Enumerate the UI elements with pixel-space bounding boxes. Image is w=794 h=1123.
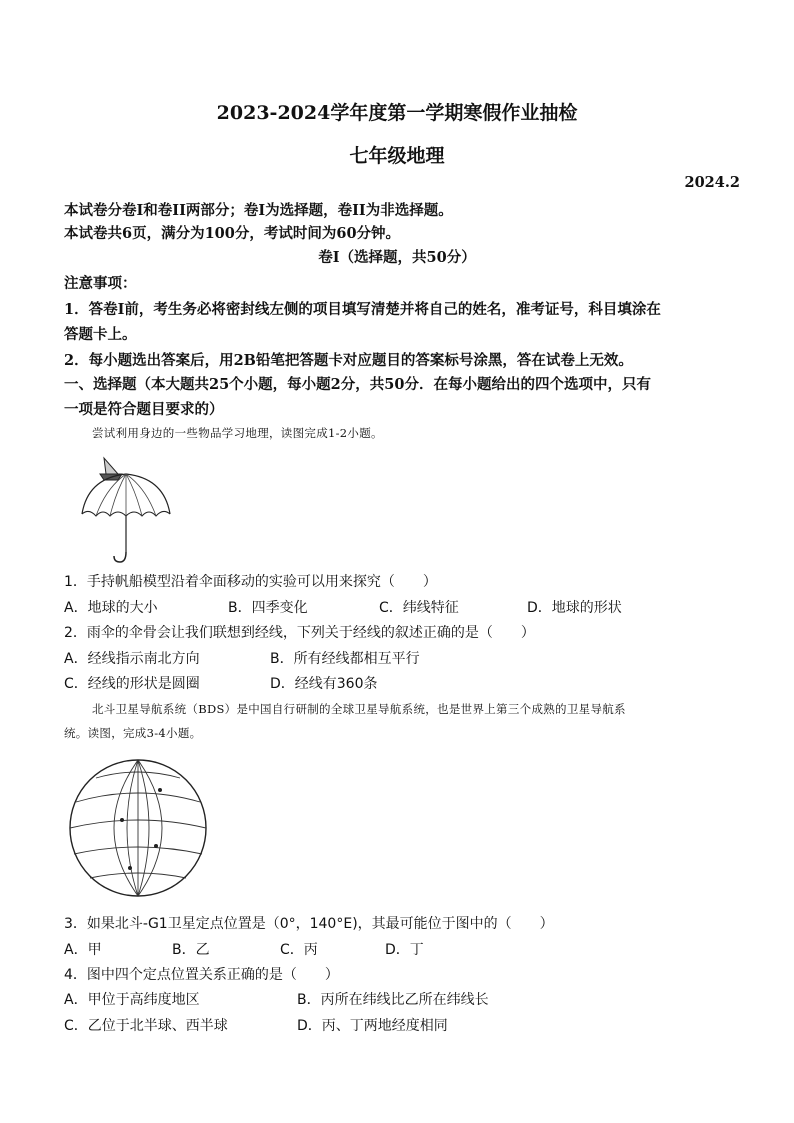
part1-heading-line-1: 一、选择题（本大题共25个小题，每小题2分，共50分．在每小题给出的四个选项中，只有 <box>64 376 651 393</box>
exam-date: 2024.2 <box>684 174 740 191</box>
globe-grid-icon <box>60 750 216 900</box>
question-2-option-b[interactable]: B．所有经线都相互平行 <box>270 651 420 667</box>
question-1-option-c[interactable]: C．纬线特征 <box>379 600 459 616</box>
intro-line-2: 本试卷共6页，满分为100分，考试时间为60分钟。 <box>64 225 401 242</box>
question-4-stem: 4．图中四个定点位置关系正确的是（ ） <box>64 967 339 983</box>
question-2-stem: 2．雨伞的伞骨会让我们联想到经线，下列关于经线的叙述正确的是（ ） <box>64 625 535 641</box>
part1-heading-line-2: 一项是符合题目要求的） <box>64 401 224 418</box>
exam-title: 2023-2024学年度第一学期寒假作业抽检 <box>216 102 578 124</box>
notes-item-2: 2．每小题选出答案后，用2B铅笔把答题卡对应题目的答案标号涂黑，答在试卷上无效。 <box>64 352 633 369</box>
notes-heading: 注意事项： <box>64 275 137 292</box>
question-1-option-b[interactable]: B．四季变化 <box>228 600 308 616</box>
notes-item-1-line-2: 答题卡上。 <box>64 326 137 343</box>
passage-1-text: 尝试利用身边的一些物品学习地理，读图完成1-2小题。 <box>92 426 383 440</box>
question-1-option-a[interactable]: A．地球的大小 <box>64 600 158 616</box>
question-4-option-d[interactable]: D．丙、丁两地经度相同 <box>297 1018 448 1034</box>
passage-2-line-2: 统。读图，完成3-4小题。 <box>64 726 202 740</box>
intro-line-1: 本试卷分卷I和卷II两部分；卷I为选择题，卷II为非选择题。 <box>64 202 453 219</box>
question-3-option-a[interactable]: A．甲 <box>64 942 102 958</box>
question-3-option-c[interactable]: C．丙 <box>280 942 318 958</box>
exam-subtitle: 七年级地理 <box>349 145 445 167</box>
question-3-stem: 3．如果北斗-G1卫星定点位置是（0°，140°E)，其最可能位于图中的（ ） <box>64 916 554 932</box>
notes-item-1-line-1: 1．答卷I前，考生务必将密封线左侧的项目填写清楚并将自己的姓名，准考证号，科目填涂在 <box>64 301 661 318</box>
passage-2-line-1: 北斗卫星导航系统（BDS）是中国自行研制的全球卫星导航系统，也是世界上第三个成熟的卫星导航系 <box>92 702 626 716</box>
umbrella-with-sailboat-icon <box>76 452 176 567</box>
question-1-option-d[interactable]: D．地球的形状 <box>527 600 622 616</box>
question-2-option-c[interactable]: C．经线的形状是圆圈 <box>64 676 200 692</box>
question-4-option-b[interactable]: B．丙所在纬线比乙所在纬线长 <box>297 992 489 1008</box>
question-4-option-a[interactable]: A．甲位于高纬度地区 <box>64 992 200 1008</box>
question-3-option-d[interactable]: D．丁 <box>385 942 424 958</box>
question-2-option-d[interactable]: D．经线有360条 <box>270 676 378 692</box>
question-1-stem: 1．手持帆船模型沿着伞面移动的实验可以用来探究（ ） <box>64 574 437 590</box>
question-3-option-b[interactable]: B．乙 <box>172 942 210 958</box>
question-4-option-c[interactable]: C．乙位于北半球、西半球 <box>64 1018 228 1034</box>
question-2-option-a[interactable]: A．经线指示南北方向 <box>64 651 200 667</box>
section-heading: 卷I（选择题，共50分） <box>318 249 476 266</box>
